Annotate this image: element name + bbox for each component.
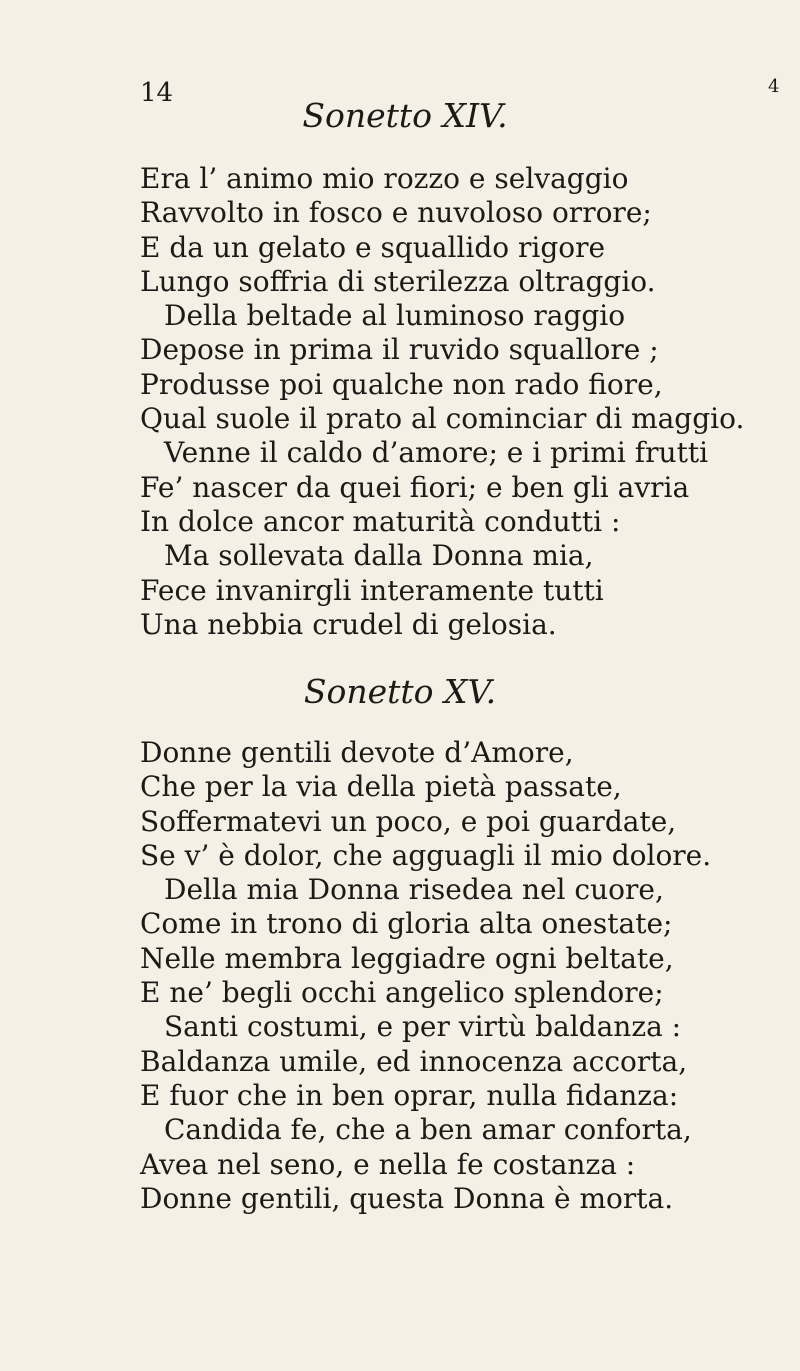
verse-line: E da un gelato e squallido rigore (140, 230, 606, 264)
verse-line: Era l’ animo mio rozzo e selvaggio (140, 162, 629, 195)
verse-line: Della mia Donna risedea nel cuore, (164, 873, 664, 907)
verse-line: Della beltade al luminoso raggio (164, 299, 626, 333)
verse-line: Baldanza umile, ed innocenza accorta, (140, 1044, 688, 1078)
verse-line: Lungo soffria di sterilezza oltraggio. (140, 264, 656, 298)
verse-line: Fece invanirgli interamente tutti (140, 573, 604, 607)
verse-line: Donne gentili, questa Donna è morta. (140, 1181, 674, 1215)
verse-line: Una nebbia crudel di gelosia. (140, 607, 557, 641)
verse-line: Fe’ nascer da quei fiori; e ben gli avria (140, 470, 690, 504)
verse-line: In dolce ancor maturità condutti : (140, 504, 621, 538)
verse-line: Depose in prima il ruvido squallore ; (140, 333, 659, 367)
verse-line: Ma sollevata dalla Donna mia, (164, 539, 594, 573)
verse-line: Se v’ è dolor, che agguagli il mio dolore. (140, 838, 712, 872)
verse-line: Santi costumi, e per virtù baldanza : (164, 1010, 682, 1044)
page-number: 14 (140, 78, 174, 108)
verse-line: Che per la via della pietà passate, (140, 770, 622, 804)
verse-line: Candida fe, che a ben amar conforta, (164, 1113, 692, 1147)
page-mark: 4 (768, 76, 780, 97)
verse-line: Ravvolto in fosco e nuvoloso orrore; (140, 196, 652, 230)
verse-line: Come in trono di gloria alta onestate; (140, 907, 673, 941)
sonnet-title-xiv: Sonetto XIV. (302, 96, 508, 135)
verse-line: E ne’ begli occhi angelico splendore; (140, 976, 664, 1010)
sonnet-xiv-body (140, 162, 744, 642)
verse-line: Qual suole il prato al cominciar di maggio. (140, 402, 745, 436)
verse-line: Venne il caldo d’amore; e i primi frutti (164, 436, 709, 470)
verse-line: Donne gentili devote d’Amore, (140, 736, 574, 769)
verse-line: E fuor che in ben oprar, nulla fidanza: (140, 1078, 679, 1112)
verse-line: Nelle membra leggiadre ogni beltate, (140, 941, 674, 975)
verse-line: Soffermatevi un poco, e poi guardate, (140, 804, 677, 838)
sonnet-title-xv: Sonetto XV. (303, 672, 497, 711)
verse-line: Avea nel seno, e nella fe costanza : (140, 1147, 636, 1181)
sonnet-xv-body (140, 736, 711, 1216)
verse-line: Produsse poi qualche non rado fiore, (140, 367, 663, 401)
